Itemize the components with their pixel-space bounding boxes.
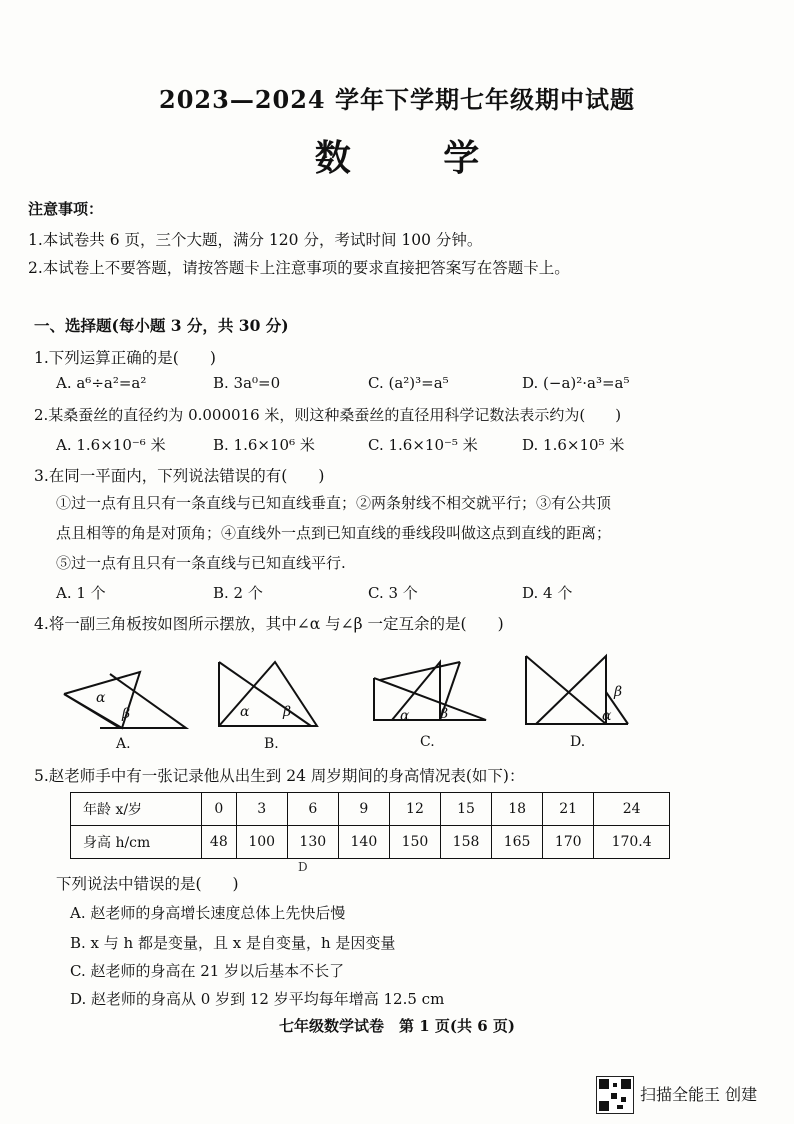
option-c: C. 1.6×10⁻⁵ 米	[368, 436, 478, 454]
table-header: 身高 h/cm	[71, 826, 202, 859]
table-cell: 165	[492, 826, 543, 859]
option-a: A. 1.6×10⁻⁶ 米	[56, 436, 166, 454]
question-stem: 5.赵老师手中有一张记录他从出生到 24 周岁期间的身高情况表(如下)：	[34, 767, 525, 785]
option-b: B. 3a⁰=0	[213, 374, 281, 392]
beta-label: β	[122, 706, 131, 722]
table-cell: 15	[440, 793, 491, 826]
statement-line: 点且相等的角是对顶角；④直线外一点到已知直线的垂线段叫做这点到直线的距离；	[56, 524, 612, 542]
height-table	[70, 792, 670, 859]
option-b: B. 2 个	[213, 584, 263, 602]
option-b: B. x 与 h 都是变量，且 x 是自变量，h 是因变量	[70, 934, 396, 952]
table-cell: 0	[202, 793, 237, 826]
table-cell: 3	[236, 793, 287, 826]
question-stem: 4.将一副三角板按如图所示摆放，其中∠α 与∠β 一定互余的是( )	[34, 615, 504, 633]
option-d: D. (−a)²·a³=a⁵	[522, 374, 630, 392]
option-c: C. 赵老师的身高在 21 岁以后基本不长了	[70, 962, 345, 980]
table-cell: 6	[287, 793, 338, 826]
statement-line: ⑤过一点有且只有一条直线与已知直线平行.	[56, 554, 346, 572]
figure-b	[215, 658, 321, 730]
note-item: 2.本试卷上不要答题，请按答题卡上注意事项的要求直接把答案写在答题卡上。	[28, 259, 570, 277]
option-d: D. 赵老师的身高从 0 岁到 12 岁平均每年增高 12.5 cm	[70, 990, 445, 1008]
alpha-label: α	[602, 708, 612, 724]
beta-label: β	[440, 706, 449, 722]
note-item: 1.本试卷共 6 页，三个大题，满分 120 分，考试时间 100 分钟。	[28, 231, 483, 249]
figure-b-label: B.	[264, 736, 279, 752]
question-stem: 3.在同一平面内，下列说法错误的有( )	[34, 467, 325, 485]
question-stem: 2.某桑蚕丝的直径约为 0.000016 米，则这种桑蚕丝的直径用科学记数法表示约为( )	[34, 406, 622, 424]
table-cell: 170.4	[594, 826, 670, 859]
alpha-label: α	[400, 708, 410, 724]
table-row	[71, 826, 670, 859]
table-cell: 48	[202, 826, 237, 859]
figure-a-label: A.	[116, 736, 131, 752]
table-cell: 130	[287, 826, 338, 859]
beta-label: β	[283, 704, 292, 720]
table-cell: 24	[594, 793, 670, 826]
table-cell: 140	[338, 826, 389, 859]
question-text: 下列说法中错误的是( )	[56, 875, 239, 893]
table-cell: 100	[236, 826, 287, 859]
subject-title: 数 学	[314, 137, 520, 179]
table-header: 年龄 x/岁	[71, 793, 202, 826]
option-c: C. 3 个	[368, 584, 418, 602]
watermark-text: 扫描全能王 创建	[640, 1085, 758, 1104]
table-cell: 9	[338, 793, 389, 826]
alpha-label: α	[96, 690, 106, 706]
option-d: D. 1.6×10⁵ 米	[522, 436, 625, 454]
section-heading: 一、选择题(每小题 3 分，共 30 分)	[34, 316, 289, 335]
pencil-mark: D	[298, 860, 308, 874]
question-stem: 1.下列运算正确的是( )	[34, 349, 216, 367]
alpha-label: α	[240, 704, 250, 720]
table-cell: 170	[543, 826, 594, 859]
notes-heading: 注意事项：	[28, 200, 104, 218]
option-a: A. 赵老师的身高增长速度总体上先快后慢	[70, 904, 346, 922]
table-cell: 12	[389, 793, 440, 826]
option-d: D. 4 个	[522, 584, 573, 602]
qr-code-icon	[596, 1076, 634, 1114]
option-b: B. 1.6×10⁶ 米	[213, 436, 315, 454]
table-cell: 21	[543, 793, 594, 826]
option-a: A. a⁶÷a²=a²	[56, 374, 147, 392]
option-a: A. 1 个	[56, 584, 106, 602]
figure-c	[370, 658, 490, 724]
table-cell: 158	[440, 826, 491, 859]
table-cell: 150	[389, 826, 440, 859]
table-row	[71, 793, 670, 826]
figure-d-label: D.	[570, 734, 586, 750]
figure-c-label: C.	[420, 734, 435, 750]
beta-label: β	[614, 684, 623, 700]
table-cell: 18	[492, 793, 543, 826]
exam-title: 2023—2024 学年下学期七年级期中试题	[159, 85, 635, 114]
page-footer: 七年级数学试卷 第 1 页(共 6 页)	[279, 1017, 515, 1035]
option-c: C. (a²)³=a⁵	[368, 374, 449, 392]
statement-line: ①过一点有且只有一条直线与已知直线垂直；②两条射线不相交就平行；③有公共顶	[56, 494, 612, 512]
